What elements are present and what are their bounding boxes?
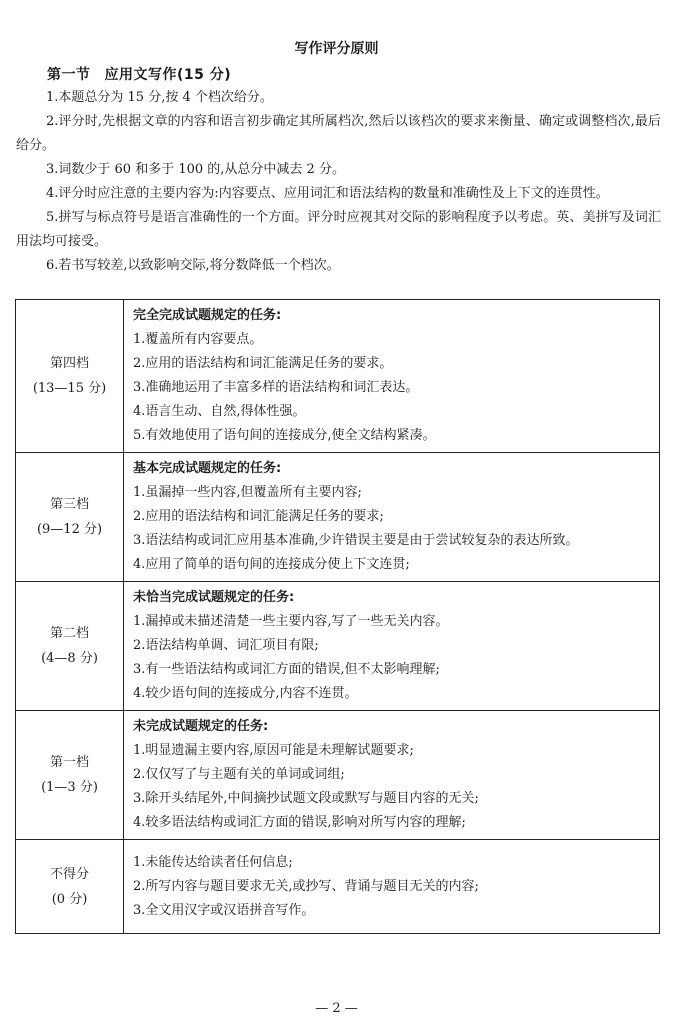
criteria-item: 2.应用的语法结构和词汇能满足任务的要求。 [133, 356, 393, 371]
criteria-item: 2.应用的语法结构和词汇能满足任务的要求; [133, 509, 384, 524]
criteria-item: 3.全文用汉字或汉语拼音写作。 [133, 902, 315, 918]
level-heading: 基本完成试题规定的任务: [133, 461, 282, 476]
table-row [16, 582, 660, 711]
level-heading: 未完成试题规定的任务: [133, 719, 269, 734]
criteria-item: 2.仅仅写了与主题有关的单词或词组; [133, 767, 345, 782]
level-description [124, 711, 660, 840]
criteria-item: 2.语法结构单调、词汇项目有限; [133, 638, 319, 653]
table-row [16, 300, 660, 453]
level-description [124, 453, 660, 582]
criteria-item: 1.虽漏掉一些内容,但覆盖所有主要内容; [133, 485, 362, 500]
table-row [16, 840, 660, 934]
level-description [124, 582, 660, 711]
level-range: (1—3 分) [41, 780, 98, 795]
criteria-item: 1.未能传达给读者任何信息; [133, 854, 293, 870]
scoring-rules [16, 86, 661, 278]
grading-table [15, 299, 660, 934]
criteria-item: 3.除开头结尾外,中间摘抄试题文段或默写与题目内容的无关; [133, 791, 479, 806]
level-cell [16, 582, 124, 711]
level-heading: 未恰当完成试题规定的任务: [133, 590, 295, 605]
rule-item: 1.本题总分为 15 分,按 4 个档次给分。 [46, 90, 273, 105]
criteria-item: 4.应用了简单的语句间的连接成分使上下文连贯; [133, 557, 410, 572]
section-name: 应用文写作(15 分) [104, 67, 232, 83]
section-heading [47, 64, 231, 84]
criteria-item: 4.语言生动、自然,得体性强。 [133, 404, 306, 419]
level-name: 第二档 [49, 626, 89, 641]
criteria-item: 4.较少语句间的连接成分,内容不连贯。 [133, 686, 358, 701]
rule-item: 5.拼写与标点符号是语言准确性的一个方面。评分时应视其对交际的影响程度予以考虑。英、美拼写及词汇用法均可接受。 [16, 210, 661, 249]
criteria-item: 3.有一些语法结构或词汇方面的错误,但不太影响理解; [133, 662, 440, 677]
level-cell [16, 711, 124, 840]
criteria-item: 3.准确地运用了丰富多样的语法结构和词汇表达。 [133, 380, 419, 395]
level-range: (13—15 分) [32, 381, 107, 396]
level-range: (0 分) [51, 891, 88, 907]
level-cell [16, 453, 124, 582]
criteria-item: 1.漏掉或未描述清楚一些主要内容,写了一些无关内容。 [133, 614, 449, 629]
page-number: — 2 — [315, 1001, 358, 1016]
page-title: 写作评分原则 [294, 41, 379, 57]
criteria-item: 1.明显遗漏主要内容,原因可能是未理解试题要求; [133, 743, 414, 758]
criteria-item: 4.较多语法结构或词汇方面的错误,影响对所写内容的理解; [133, 815, 466, 830]
level-name: 第三档 [49, 497, 89, 512]
criteria-item: 2.所写内容与题目要求无关,或抄写、背诵与题目无关的内容; [133, 878, 479, 894]
level-description [124, 300, 660, 453]
rule-item: 2.评分时,先根据文章的内容和语言初步确定其所属档次,然后以该档次的要求来衡量、确定或调整档次,最后给分。 [16, 114, 661, 153]
level-cell [16, 840, 124, 934]
level-description [124, 840, 660, 934]
criteria-item: 5.有效地使用了语句间的连接成分,使全文结构紧凑。 [133, 428, 436, 443]
table-row [16, 711, 660, 840]
level-range: (4—8 分) [41, 651, 98, 666]
rule-item: 4.评分时应注意的主要内容为:内容要点、应用词汇和语法结构的数量和准确性及上下文的连贯性。 [46, 186, 609, 201]
level-name: 第四档 [49, 356, 89, 371]
level-name: 第一档 [49, 755, 89, 770]
rule-item: 6.若书写较差,以致影响交际,将分数降低一个档次。 [46, 258, 340, 273]
level-heading: 完全完成试题规定的任务: [133, 308, 282, 323]
criteria-item: 3.语法结构或词汇应用基本准确,少许错误主要是由于尝试较复杂的表达所致。 [133, 533, 579, 548]
rule-item: 3.词数少于 60 和多于 100 的,从总分中减去 2 分。 [46, 162, 345, 177]
level-name: 不得分 [49, 866, 89, 882]
table-row [16, 453, 660, 582]
level-cell [16, 300, 124, 453]
section-label: 第一节 [47, 67, 91, 83]
level-range: (9—12 分) [36, 522, 103, 537]
criteria-item: 1.覆盖所有内容要点。 [133, 332, 263, 347]
